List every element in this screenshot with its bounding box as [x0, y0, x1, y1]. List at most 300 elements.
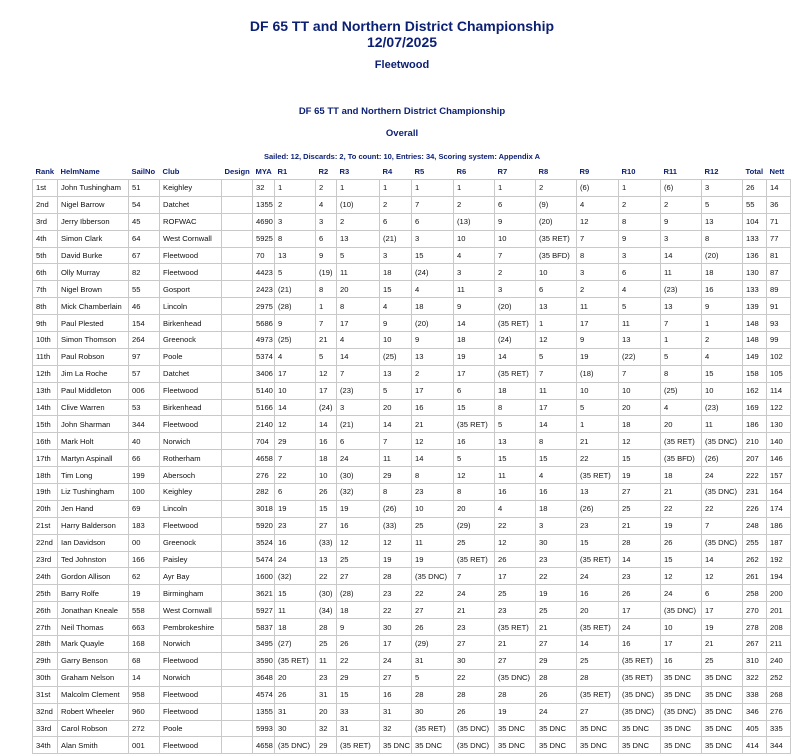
cell-r8: 1 [536, 315, 577, 332]
table-row [33, 720, 791, 737]
cell-sail-no: 51 [129, 180, 160, 197]
cell-r8: 30 [536, 534, 577, 551]
column-header-r5: R5 [414, 166, 425, 176]
cell-nett: 164 [767, 484, 791, 501]
cell-r12: 22 [702, 500, 743, 517]
cell-total: 169 [743, 399, 767, 416]
cell-r4: 15 [380, 281, 412, 298]
cell-design [222, 365, 253, 382]
cell-r12: 21 [702, 636, 743, 653]
column-header-r10: R10 [621, 166, 636, 176]
cell-rank: 25th [33, 585, 58, 602]
cell-rank: 9th [33, 315, 58, 332]
cell-helm-name: Mick Chamberlain [58, 298, 129, 315]
cell-mya: 5166 [253, 399, 275, 416]
cell-r6: 24 [454, 585, 495, 602]
cell-r11: 12 [661, 568, 702, 585]
cell-total: 258 [743, 585, 767, 602]
cell-mya: 5925 [253, 230, 275, 247]
cell-helm-name: Harry Balderson [58, 517, 129, 534]
cell-club: Fleetwood [160, 737, 222, 754]
cell-r7: 28 [495, 686, 536, 703]
cell-r6: 15 [454, 399, 495, 416]
cell-r9: 7 [577, 230, 619, 247]
cell-helm-name: Olly Murray [58, 264, 129, 281]
cell-design [222, 467, 253, 484]
cell-helm-name: Paul Plested [58, 315, 129, 332]
column-header-r4: R4 [382, 166, 393, 176]
cell-sail-no: 46 [129, 298, 160, 315]
cell-r12: (26) [702, 450, 743, 467]
cell-r3: 31 [337, 720, 380, 737]
cell-r9: 13 [577, 484, 619, 501]
cell-r3: 6 [337, 433, 380, 450]
cell-design [222, 196, 253, 213]
cell-r9: 15 [577, 534, 619, 551]
table-row [33, 332, 791, 349]
cell-r2: 8 [316, 281, 337, 298]
cell-nett: 252 [767, 669, 791, 686]
cell-helm-name: Paul Robson [58, 348, 129, 365]
cell-helm-name: Mark Quayle [58, 636, 129, 653]
cell-design [222, 399, 253, 416]
cell-r2: 9 [316, 247, 337, 264]
table-row [33, 619, 791, 636]
cell-r10: 12 [619, 433, 661, 450]
cell-sail-no: 183 [129, 517, 160, 534]
cell-rank: 2nd [33, 196, 58, 213]
cell-r9: 4 [577, 196, 619, 213]
cell-r12: 35 DNC [702, 703, 743, 720]
cell-design [222, 180, 253, 197]
cell-club: Lincoln [160, 500, 222, 517]
cell-r2: 1 [316, 298, 337, 315]
cell-r4: 5 [380, 382, 412, 399]
cell-r7: 16 [495, 484, 536, 501]
cell-r9: 21 [577, 433, 619, 450]
cell-helm-name: Neil Thomas [58, 619, 129, 636]
cell-r12: 18 [702, 264, 743, 281]
cell-r3: 15 [337, 686, 380, 703]
cell-r1: 9 [275, 315, 316, 332]
cell-r5: (20) [412, 315, 454, 332]
cell-r6: 23 [454, 619, 495, 636]
cell-helm-name: Liz Tushingham [58, 484, 129, 501]
cell-r10: 2 [619, 196, 661, 213]
cell-r5: 1 [412, 180, 454, 197]
cell-rank: 30th [33, 669, 58, 686]
cell-nett: 105 [767, 365, 791, 382]
cell-r12: 25 [702, 652, 743, 669]
cell-r12: (20) [702, 247, 743, 264]
cell-club: Paisley [160, 551, 222, 568]
cell-rank: 23rd [33, 551, 58, 568]
cell-r4: 16 [380, 686, 412, 703]
column-header-r6: R6 [456, 166, 467, 176]
cell-r7: 35 DNC [495, 737, 536, 754]
cell-r1: 26 [275, 686, 316, 703]
cell-r4: 10 [380, 332, 412, 349]
cell-r11: 20 [661, 416, 702, 433]
cell-r6: 3 [454, 264, 495, 281]
cell-rank: 15th [33, 416, 58, 433]
cell-helm-name: Simon Clark [58, 230, 129, 247]
cell-r11: 22 [661, 500, 702, 517]
cell-r10: (22) [619, 348, 661, 365]
cell-r9: (18) [577, 365, 619, 382]
cell-r7: 11 [495, 467, 536, 484]
cell-r2: 12 [316, 365, 337, 382]
cell-total: 278 [743, 619, 767, 636]
cell-club: Keighley [160, 180, 222, 197]
cell-total: 186 [743, 416, 767, 433]
column-header-r2: R2 [318, 166, 329, 176]
cell-r8: 24 [536, 703, 577, 720]
cell-design [222, 517, 253, 534]
cell-r4: 9 [380, 315, 412, 332]
cell-r8: 16 [536, 484, 577, 501]
cell-rank: 27th [33, 619, 58, 636]
cell-rank: 5th [33, 247, 58, 264]
cell-total: 136 [743, 247, 767, 264]
cell-r6: 2 [454, 196, 495, 213]
cell-r11: (6) [661, 180, 702, 197]
cell-design [222, 348, 253, 365]
cell-r2: 16 [316, 433, 337, 450]
cell-r7: 1 [495, 180, 536, 197]
cell-r1: 4 [275, 348, 316, 365]
cell-r2: 25 [316, 636, 337, 653]
cell-mya: 3495 [253, 636, 275, 653]
cell-r5: 18 [412, 298, 454, 315]
cell-r3: 11 [337, 264, 380, 281]
cell-r5: 5 [412, 669, 454, 686]
table-row [33, 196, 791, 213]
cell-r2: 2 [316, 180, 337, 197]
cell-r5: 23 [412, 484, 454, 501]
cell-r8: 19 [536, 585, 577, 602]
cell-nett: 268 [767, 686, 791, 703]
cell-r2: 22 [316, 568, 337, 585]
cell-rank: 19th [33, 484, 58, 501]
cell-r8: 35 DNC [536, 720, 577, 737]
cell-design [222, 450, 253, 467]
cell-r4: 20 [380, 399, 412, 416]
cell-nett: 81 [767, 247, 791, 264]
cell-total: 210 [743, 433, 767, 450]
cell-r11: 21 [661, 484, 702, 501]
cell-r10: 7 [619, 365, 661, 382]
cell-r3: 17 [337, 315, 380, 332]
table-row [33, 450, 791, 467]
cell-r1: 23 [275, 517, 316, 534]
cell-r3: 25 [337, 551, 380, 568]
cell-r10: 6 [619, 264, 661, 281]
cell-r6: 17 [454, 365, 495, 382]
cell-rank: 3rd [33, 213, 58, 230]
cell-r9: 1 [577, 416, 619, 433]
cell-r8: 13 [536, 298, 577, 315]
cell-r4: 28 [380, 568, 412, 585]
cell-r12: 14 [702, 551, 743, 568]
cell-club: Fleetwood [160, 264, 222, 281]
cell-r12: 8 [702, 230, 743, 247]
cell-sail-no: 344 [129, 416, 160, 433]
cell-sail-no: 663 [129, 619, 160, 636]
cell-sail-no: 558 [129, 602, 160, 619]
cell-r9: 19 [577, 348, 619, 365]
cell-design [222, 720, 253, 737]
cell-r12: 4 [702, 348, 743, 365]
cell-r5: 4 [412, 281, 454, 298]
cell-r8: (9) [536, 196, 577, 213]
cell-r2: (30) [316, 585, 337, 602]
cell-rank: 8th [33, 298, 58, 315]
cell-nett: 200 [767, 585, 791, 602]
cell-helm-name: Simon Thomson [58, 332, 129, 349]
cell-design [222, 619, 253, 636]
cell-helm-name: Nigel Brown [58, 281, 129, 298]
cell-nett: 89 [767, 281, 791, 298]
cell-club: Ayr Bay [160, 568, 222, 585]
cell-sail-no: 45 [129, 213, 160, 230]
cell-r5: 11 [412, 534, 454, 551]
cell-r3: 3 [337, 399, 380, 416]
table-row [33, 551, 791, 568]
cell-helm-name: Jen Hand [58, 500, 129, 517]
cell-r8: 12 [536, 332, 577, 349]
cell-r2: 13 [316, 551, 337, 568]
results-table [32, 163, 791, 754]
cell-mya: 3590 [253, 652, 275, 669]
cell-nett: 77 [767, 230, 791, 247]
table-row [33, 365, 791, 382]
cell-r8: 22 [536, 568, 577, 585]
table-row [33, 652, 791, 669]
cell-r12: (35 DNC) [702, 484, 743, 501]
cell-nett: 211 [767, 636, 791, 653]
cell-r12: 11 [702, 416, 743, 433]
cell-r2: 15 [316, 500, 337, 517]
cell-design [222, 298, 253, 315]
cell-r1: 7 [275, 450, 316, 467]
cell-r10: 25 [619, 500, 661, 517]
cell-design [222, 551, 253, 568]
cell-r5: 6 [412, 213, 454, 230]
cell-r11: 14 [661, 247, 702, 264]
cell-r11: 26 [661, 534, 702, 551]
cell-r11: (35 RET) [661, 433, 702, 450]
cell-r1: 3 [275, 213, 316, 230]
cell-r12: 24 [702, 467, 743, 484]
cell-design [222, 281, 253, 298]
cell-mya: 4574 [253, 686, 275, 703]
cell-club: Fleetwood [160, 686, 222, 703]
table-row [33, 399, 791, 416]
cell-r2: 18 [316, 450, 337, 467]
cell-r6: 22 [454, 669, 495, 686]
cell-r12: 10 [702, 382, 743, 399]
table-row [33, 264, 791, 281]
cell-total: 104 [743, 213, 767, 230]
table-row [33, 686, 791, 703]
cell-total: 267 [743, 636, 767, 653]
cell-r6: 11 [454, 281, 495, 298]
cell-mya: 5686 [253, 315, 275, 332]
cell-mya: 282 [253, 484, 275, 501]
cell-r9: 9 [577, 332, 619, 349]
cell-r4: 19 [380, 551, 412, 568]
cell-r1: 19 [275, 500, 316, 517]
cell-r8: 2 [536, 180, 577, 197]
cell-mya: 4658 [253, 737, 275, 754]
cell-r7: 23 [495, 602, 536, 619]
cell-helm-name: John Sharman [58, 416, 129, 433]
cell-r6: 28 [454, 686, 495, 703]
column-header-sail-no: SailNo [131, 166, 156, 176]
cell-r4: 11 [380, 450, 412, 467]
cell-total: 346 [743, 703, 767, 720]
cell-total: 414 [743, 737, 767, 754]
cell-r3: (32) [337, 484, 380, 501]
cell-r10: 19 [619, 467, 661, 484]
cell-r7: 14 [495, 348, 536, 365]
cell-r1: 30 [275, 720, 316, 737]
cell-r2: 28 [316, 619, 337, 636]
cell-r1: 22 [275, 467, 316, 484]
cell-helm-name: Martyn Aspinall [58, 450, 129, 467]
cell-r9: 2 [577, 281, 619, 298]
table-row [33, 213, 791, 230]
cell-r11: 35 DNC [661, 737, 702, 754]
cell-rank: 11th [33, 348, 58, 365]
cell-r12: (23) [702, 399, 743, 416]
table-row [33, 298, 791, 315]
cell-mya: 5374 [253, 348, 275, 365]
cell-r12: 16 [702, 281, 743, 298]
cell-r7: 4 [495, 500, 536, 517]
cell-r12: 2 [702, 332, 743, 349]
cell-total: 262 [743, 551, 767, 568]
cell-r7: 25 [495, 585, 536, 602]
cell-r8: 18 [536, 500, 577, 517]
cell-sail-no: 006 [129, 382, 160, 399]
cell-r12: 13 [702, 213, 743, 230]
cell-r6: (35 RET) [454, 416, 495, 433]
cell-r10: 27 [619, 484, 661, 501]
cell-r9: (6) [577, 180, 619, 197]
cell-mya: 5993 [253, 720, 275, 737]
cell-r4: 4 [380, 298, 412, 315]
cell-total: 148 [743, 315, 767, 332]
cell-r7: (35 RET) [495, 315, 536, 332]
table-row [33, 737, 791, 754]
cell-rank: 7th [33, 281, 58, 298]
cell-r5: 13 [412, 348, 454, 365]
cell-r10: (35 DNC) [619, 703, 661, 720]
cell-r4: 6 [380, 213, 412, 230]
cell-design [222, 686, 253, 703]
cell-r6: 21 [454, 602, 495, 619]
cell-total: 148 [743, 332, 767, 349]
cell-r2: 3 [316, 213, 337, 230]
cell-mya: 3018 [253, 500, 275, 517]
cell-mya: 3621 [253, 585, 275, 602]
cell-design [222, 416, 253, 433]
cell-r7: 21 [495, 636, 536, 653]
cell-r6: 19 [454, 348, 495, 365]
cell-r10: 21 [619, 517, 661, 534]
cell-rank: 21st [33, 517, 58, 534]
cell-r4: 8 [380, 484, 412, 501]
cell-r5: 10 [412, 500, 454, 517]
cell-rank: 22nd [33, 534, 58, 551]
cell-r11: 24 [661, 585, 702, 602]
cell-design [222, 247, 253, 264]
cell-nett: 93 [767, 315, 791, 332]
table-row [33, 180, 791, 197]
cell-r4: 17 [380, 636, 412, 653]
cell-r3: 18 [337, 602, 380, 619]
cell-r11: 19 [661, 517, 702, 534]
cell-r6: 20 [454, 500, 495, 517]
cell-r5: 26 [412, 619, 454, 636]
cell-design [222, 669, 253, 686]
cell-rank: 24th [33, 568, 58, 585]
cell-r2: 17 [316, 382, 337, 399]
cell-r11: (23) [661, 281, 702, 298]
cell-r6: (29) [454, 517, 495, 534]
cell-sail-no: 166 [129, 551, 160, 568]
cell-r1: 5 [275, 264, 316, 281]
cell-club: Poole [160, 348, 222, 365]
cell-r8: 28 [536, 669, 577, 686]
cell-sail-no: 199 [129, 467, 160, 484]
cell-r3: 1 [337, 180, 380, 197]
cell-nett: 130 [767, 416, 791, 433]
cell-r5: 8 [412, 467, 454, 484]
column-header-r8: R8 [538, 166, 549, 176]
cell-r6: 14 [454, 315, 495, 332]
cell-r11: 7 [661, 315, 702, 332]
cell-rank: 18th [33, 467, 58, 484]
cell-r1: 24 [275, 551, 316, 568]
cell-r10: 10 [619, 382, 661, 399]
cell-r4: 3 [380, 247, 412, 264]
cell-total: 149 [743, 348, 767, 365]
cell-r4: (21) [380, 230, 412, 247]
cell-helm-name: Garry Benson [58, 652, 129, 669]
cell-r8: 5 [536, 348, 577, 365]
cell-r2: 20 [316, 703, 337, 720]
cell-total: 405 [743, 720, 767, 737]
cell-nett: 140 [767, 433, 791, 450]
cell-r2: 14 [316, 416, 337, 433]
cell-r10: 9 [619, 230, 661, 247]
cell-r5: 9 [412, 332, 454, 349]
cell-nett: 208 [767, 619, 791, 636]
table-row [33, 585, 791, 602]
cell-r5: 27 [412, 602, 454, 619]
cell-r4: 30 [380, 619, 412, 636]
cell-r9: 28 [577, 669, 619, 686]
cell-r5: 7 [412, 196, 454, 213]
cell-r1: 16 [275, 534, 316, 551]
column-header-r1: R1 [277, 166, 288, 176]
cell-r7: (24) [495, 332, 536, 349]
cell-club: Norwich [160, 636, 222, 653]
cell-nett: 186 [767, 517, 791, 534]
